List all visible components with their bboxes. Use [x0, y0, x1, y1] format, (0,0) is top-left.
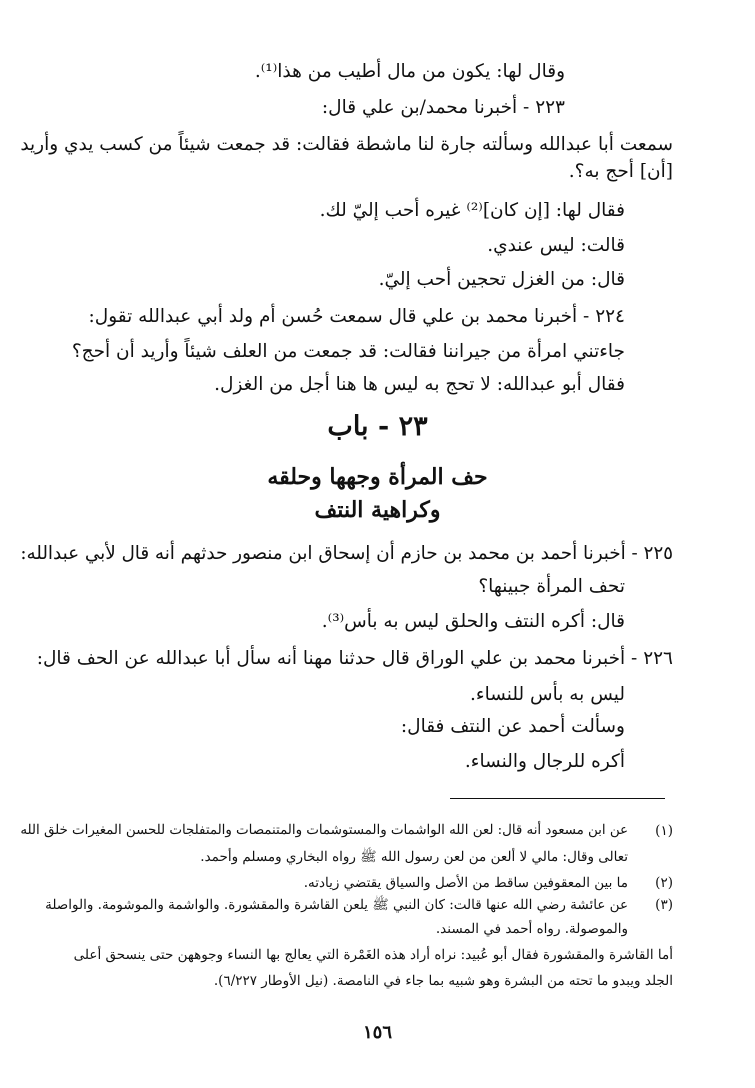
text-line: ٢٢٥ - أخبرنا أحمد بن محمد بن حازم أن إسحاق ابن منصور حدثهم أنه قال لأبي عبدالله: [20, 543, 673, 564]
text-line: ٢٢٦ - أخبرنا محمد بن علي الوراق قال حدثنا مهنا أنه سأل أبا عبدالله عن الحف قال: [36, 648, 673, 669]
footnote-number: (٣) [655, 897, 673, 913]
text-line: ليس به بأس للنساء. [470, 684, 625, 705]
chapter-heading: ٢٣ - باب [327, 411, 428, 442]
text-line: قال: أكره النتف والحلق ليس به بأس⁽³⁾. [321, 611, 625, 632]
page-number: ١٥٦ [362, 1022, 392, 1043]
text-line: وقال لها: يكون من مال أطيب من هذا⁽¹⁾. [254, 61, 565, 82]
footnote-text: عن ابن مسعود أنه قال: لعن الله الواشمات والمستوشمات والمتنمصات والمتفلجات للحسن المغيرات خلق الله [20, 823, 628, 838]
text-line: [أن] أحج به؟. [568, 161, 673, 182]
text-line: سمعت أبا عبدالله وسألته جارة لنا ماشطة فقالت: قد جمعت شيئاً من كسب يدي وأريد [20, 134, 673, 155]
text-line: قال: من الغزل تحجين أحب إليّ. [378, 269, 625, 290]
text-line: فقال أبو عبدالله: لا تحج به ليس ها هنا أجل من الغزل. [214, 374, 625, 395]
text-line: قالت: ليس عندي. [487, 235, 625, 256]
text-line: أكره للرجال والنساء. [464, 751, 625, 772]
footnote-text: والموصولة. رواه أحمد في المسند. [435, 921, 628, 937]
chapter-subtitle: وكراهية النتف [314, 497, 441, 523]
text-line: ٢٢٤ - أخبرنا محمد بن علي قال سمعت حُسن أم ولد أبي عبدالله تقول: [88, 306, 625, 327]
text-line: وسألت أحمد عن النتف فقال: [400, 716, 625, 737]
footnote-text: تعالى وقال: مالي لا ألعن من لعن رسول الله ﷺ رواه البخاري ومسلم وأحمد. [200, 849, 628, 865]
text-line: ٢٢٣ - أخبرنا محمد/بن علي قال: [321, 97, 565, 118]
footnote-text: ما بين المعقوفين ساقط من الأصل والسياق يقتضي زيادته. [303, 875, 628, 891]
footnote-number: (٢) [655, 875, 673, 891]
footnote-number: (١) [655, 823, 673, 839]
footnote-text: الجلد ويبدو ما تحته من البشرة وهو شبيه بما جاء في النامصة. (نيل الأوطار ٦/٢٢٧). [213, 973, 673, 989]
text-line: جاءتني امرأة من جيراننا فقالت: قد جمعت من العلف شيئاً وأريد أن أحج؟ [71, 341, 625, 362]
footnote-text: أما القاشرة والمقشورة فقال أبو عُبيد: نراه أراد هذه الغَمْرة التي يعالج بها النساء وجوههن حتى ينسحق أعلى [73, 947, 673, 963]
footnote-text: عن عائشة رضي الله عنها قالت: كان النبي ﷺ يلعن القاشرة والمقشورة. والواشمة والموشومة. والواصلة [45, 897, 628, 913]
text-line: فقال لها: [إن كان]⁽²⁾ غيره أحب إليّ لك. [319, 200, 625, 221]
text-line: تحف المرأة جبينها؟ [478, 576, 625, 597]
chapter-title: حف المرأة وجهها وحلقه [267, 464, 488, 490]
footnote-separator [450, 798, 665, 799]
